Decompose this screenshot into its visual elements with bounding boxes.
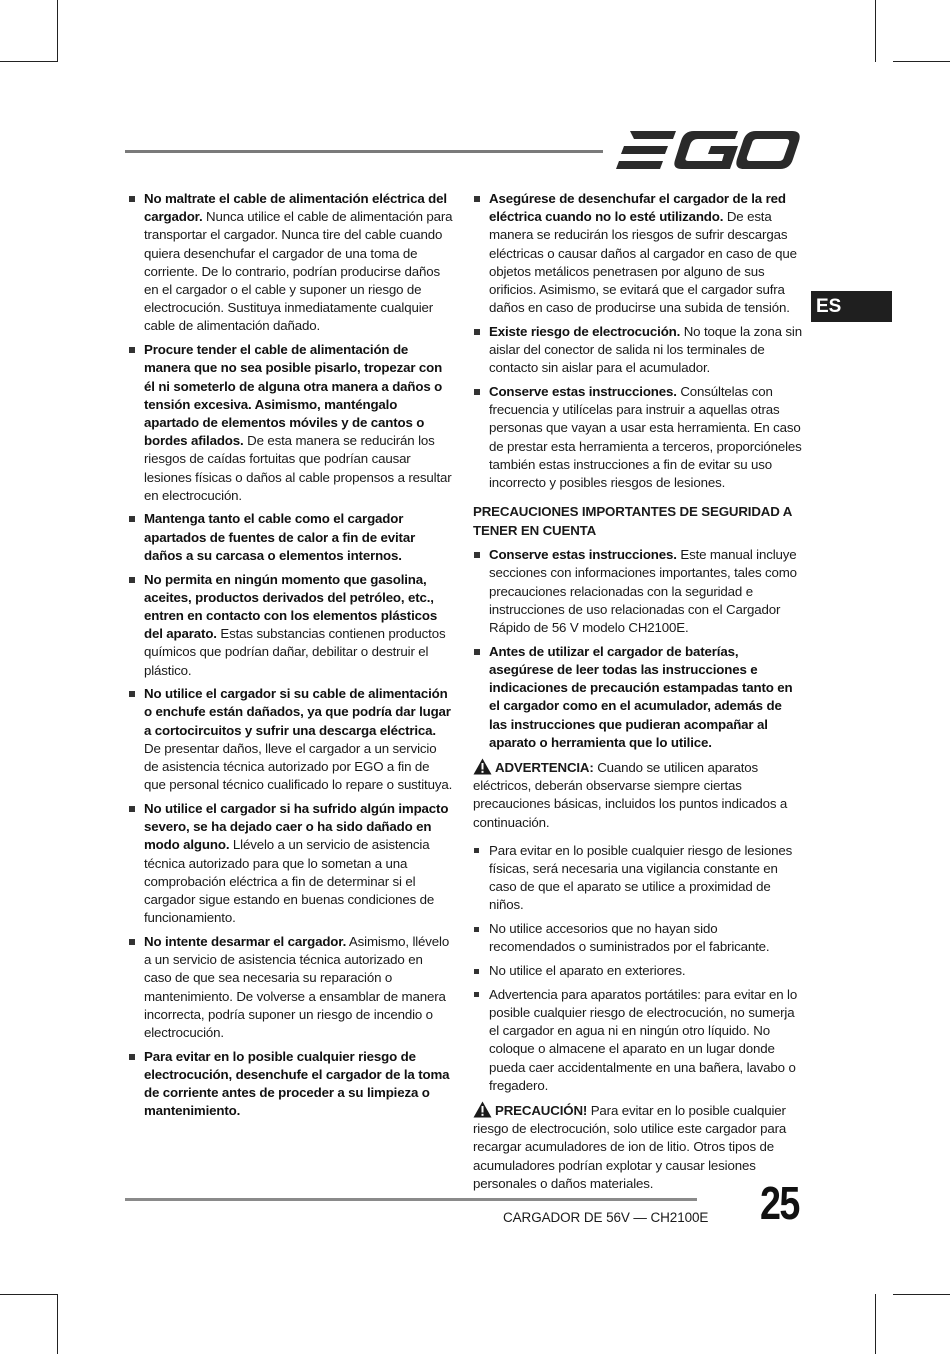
language-tab: ES [811,291,892,322]
footer-title: CARGADOR DE 56V — CH2100E [503,1210,709,1225]
footer-rule [125,1198,697,1201]
bullet-square-icon [129,347,135,353]
list-item: No utilice el aparato en exteriores. [473,962,803,980]
bullet-square-icon [474,969,479,974]
list-item: Advertencia para aparatos portátiles: para evitar en lo posible cualquier riesgo de electrocución, no sumerja el cargador en agua ni en ningún otro líquido. No coloque o almacene el aparato en un lugar donde pueda caer accidentalmente en una bañera, lavabo o fregadero. [473,986,803,1095]
list-item: Conserve estas instrucciones. Consúltelas con frecuencia y utilícelas para instruir a aquellas otras personas que vayan a usar esta herramienta. En caso de prestar esta herramienta a terceros, proporcióneles también estas instrucciones a fin de evitar su uso incorrecto y posibles riesgos de lesiones. [473,383,803,492]
crop-mark [875,0,876,62]
bullet-square-icon [474,927,479,932]
bullet-square-icon [474,649,480,655]
warning-triangle-icon [473,758,492,775]
list-item: No utilice el cargador si su cable de alimentación o enchufe están dañados, ya que podría dar lugar a cortocircuitos y sufrir una descarga eléctrica. De presentar daños, lleve el cargador a un servicio de asistencia técnica autorizado por EGO a fin de que personal técnico cualificado lo repare o sustituya. [128,685,453,794]
crop-mark [0,61,57,62]
safety-list-left [128,190,453,1120]
caution-block [473,1101,803,1193]
important-list [473,546,803,752]
page-number: 25 [760,1177,799,1229]
crop-mark [57,0,58,62]
warning-list [473,842,803,1095]
bullet-square-icon [129,1054,135,1060]
bullet-square-icon [129,806,135,812]
list-item: No maltrate el cable de alimentación eléctrica del cargador. Nunca utilice el cable de alimentación para transportar el cargador. Nunca tire del cable cuando quiera desenchufar el cargador de una toma de corriente. De lo contrario, podrían producirse daños en el cargador o el cable y suponer un riesgo de electrocución. Sustituya inmediatamente cualquier cable de alimentación dañado. [128,190,453,336]
crop-mark [875,1294,876,1354]
caution-label: PRECAUCIÓN! [495,1102,588,1118]
bullet-square-icon [474,329,480,335]
crop-mark [893,1294,950,1295]
list-item: Conserve estas instrucciones. Este manual incluye secciones con informaciones importantes, tales como precauciones relacionadas con la seguridad e instrucciones de uso relacionadas con el Cargador Rápido de 56 V modelo CH2100E. [473,546,803,637]
header-rule [125,150,603,153]
list-item: Para evitar en lo posible cualquier riesgo de electrocución, desenchufe el cargador de la toma de corriente antes de proceder a su limpieza o mantenimiento. [128,1048,453,1121]
ego-logo [616,129,800,171]
crop-mark [57,1294,58,1354]
list-item: Existe riesgo de electrocución. No toque la zona sin aislar del conector de salida ni los terminales de contacto sin aislar para el acumulador. [473,323,803,378]
list-item: Procure tender el cable de alimentación de manera que no sea posible pisarlo, tropezar con él ni someterlo de alguna otra manera a daños o tensión excesiva. Asimismo, manténgalo apartado de elementos móviles y de cantos o bordes afilados. De esta manera se reducirán los riesgos de caídas fortuitas que podrían causar lesiones físicas o daños al cable propensos a resultar en electrocución. [128,341,453,505]
bullet-square-icon [129,691,135,697]
crop-mark [0,1294,57,1295]
list-item: No utilice accesorios que no hayan sido recomendados o suministrados por el fabricante. [473,920,803,956]
bullet-square-icon [129,516,135,522]
warning-triangle-icon [473,1101,492,1118]
bullet-square-icon [129,939,135,945]
list-item: Antes de utilizar el cargador de baterías, asegúrese de leer todas las instrucciones e indicaciones de precaución estampadas tanto en el cargador como en el acumulador, además de las instrucciones que pudieran acompañar al aparato o herramienta que lo utilice. [473,643,803,752]
right-column [473,190,803,1203]
bullet-square-icon [474,389,480,395]
bullet-square-icon [474,992,479,997]
list-item: Asegúrese de desenchufar el cargador de la red eléctrica cuando no lo esté utilizando. De esta manera se reducirán los riesgos de sufrir descargas eléctricas o causar daños al cargador en caso de que objetos metálicos penetrasen por alguno de sus orificios. Asimismo, se evitará que el cargador sufra daños en caso de producirse una subida de tensión. [473,190,803,317]
list-item: Para evitar en lo posible cualquier riesgo de lesiones físicas, será necesaria una vigilancia constante en caso de que el aparato se utilice a proximidad de niños. [473,842,803,915]
caution-text: Para evitar en lo posible cualquier riesgo de electrocución, solo utilice este cargador para recargar acumuladores de ion de litio. Otros tipos de acumuladores podrían explotar y causar lesiones personales o daños materiales. [473,1102,787,1191]
bullet-square-icon [129,577,135,583]
safety-list-right [473,190,803,492]
list-item: No utilice el cargador si ha sufrido algún impacto severo, se ha dejado caer o ha sido dañado en modo alguno. Llévelo a un servicio de asistencia técnica autorizado para que lo sometan a una comprobación eléctrica a fin de determinar si el cargador sigue estando en buenas condiciones de funcionamiento. [128,800,453,927]
list-item: No permita en ningún momento que gasolina, aceites, productos derivados del petróleo, etc., entren en contacto con los elementos plásticos del aparato. Estas substancias contienen productos químicos que podrían dañar, debilitar o destruir el plástico. [128,571,453,680]
warning-label: ADVERTENCIA: [495,759,594,775]
warning-text: Cuando se utilicen aparatos eléctricos, deberán observarse siempre ciertas precauciones básicas, incluidos los puntos indicados a continuación. [473,759,788,830]
warning-block [473,758,803,832]
bullet-square-icon [129,196,135,202]
bullet-square-icon [474,196,480,202]
list-item: No intente desarmar el cargador. Asimismo, llévelo a un servicio de asistencia técnica autorizado en caso de que sea necesaria su reparación o mantenimiento. De volverse a ensamblar de manera incorrecta, podría suponer un riesgo de incendio o electrocución. [128,933,453,1042]
bullet-square-icon [474,848,479,853]
list-item: Mantenga tanto el cable como el cargador apartados de fuentes de calor a fin de evitar daños a su carcasa o elementos internos. [128,510,453,565]
left-column [128,190,453,1126]
bullet-square-icon [474,552,480,558]
section-heading: PRECAUCIONES IMPORTANTES DE SEGURIDAD A TENER EN CUENTA [473,504,792,539]
crop-mark [893,61,950,62]
